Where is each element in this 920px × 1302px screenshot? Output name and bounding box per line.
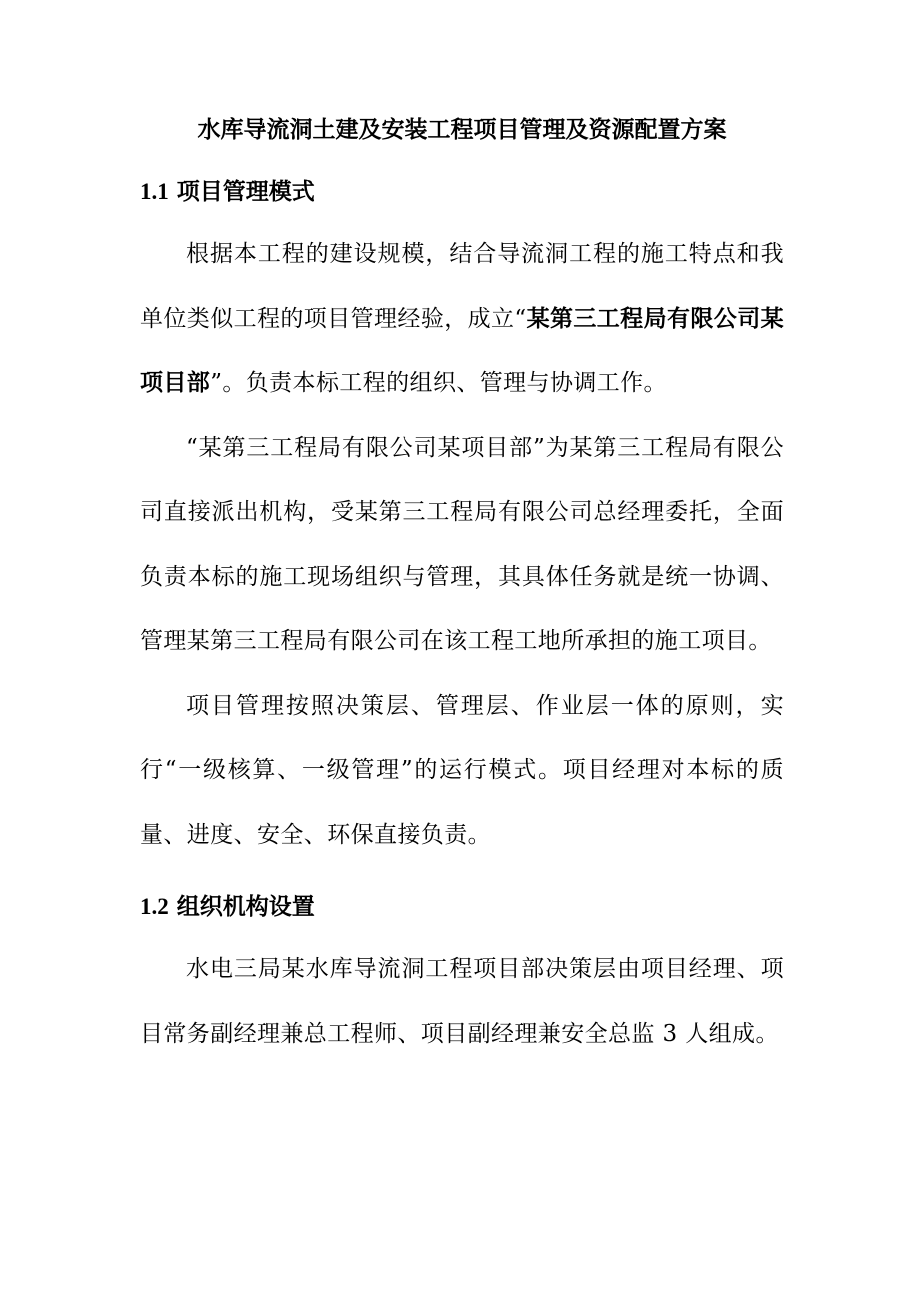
document-title: 水库导流洞土建及安装工程项目管理及资源配置方案 [197, 117, 727, 143]
section-heading-1-2 [140, 885, 784, 929]
project-department-name: 某第三工程局有限公司某项目部 [140, 305, 784, 396]
paragraph-management-principle: 项目管理按照决策层、管理层、作业层一体的原则，实行“一级核算、一级管理”的运行模式。项目经理对本标的质量、进度、安全、环保直接负责。 [140, 692, 784, 848]
section-number: 1.1 [140, 179, 169, 204]
section-heading-1-1 [140, 170, 784, 214]
section-title: 组织机构设置 [176, 894, 315, 920]
section-number: 1.2 [140, 894, 169, 919]
section-title: 项目管理模式 [176, 179, 315, 205]
paragraph-decision-layer: 水电三局某水库导流洞工程项目部决策层由项目经理、项目常务副经理兼总工程师、项目副经理兼安全总监 3 人组成。 [140, 956, 784, 1047]
paragraph-text: ”。负责本标工程的组织、管理与协调工作。 [210, 370, 667, 396]
document-page [140, 108, 784, 1066]
paragraph-management-intro [140, 222, 784, 416]
paragraph-department-role: “某第三工程局有限公司某项目部”为某第三工程局有限公司直接派出机构，受某第三工程局有限公司总经理委托，全面负责本标的施工现场组织与管理，其具体任务就是统一协调、管理某第三工程局有限公司在该工程工地所承担的施工项目。 [140, 434, 784, 654]
paragraph-text: 根据本工程的建设规模，结合导流洞工程的施工特点和我单位类似工程的项目管理经验，成立“ [140, 241, 784, 332]
